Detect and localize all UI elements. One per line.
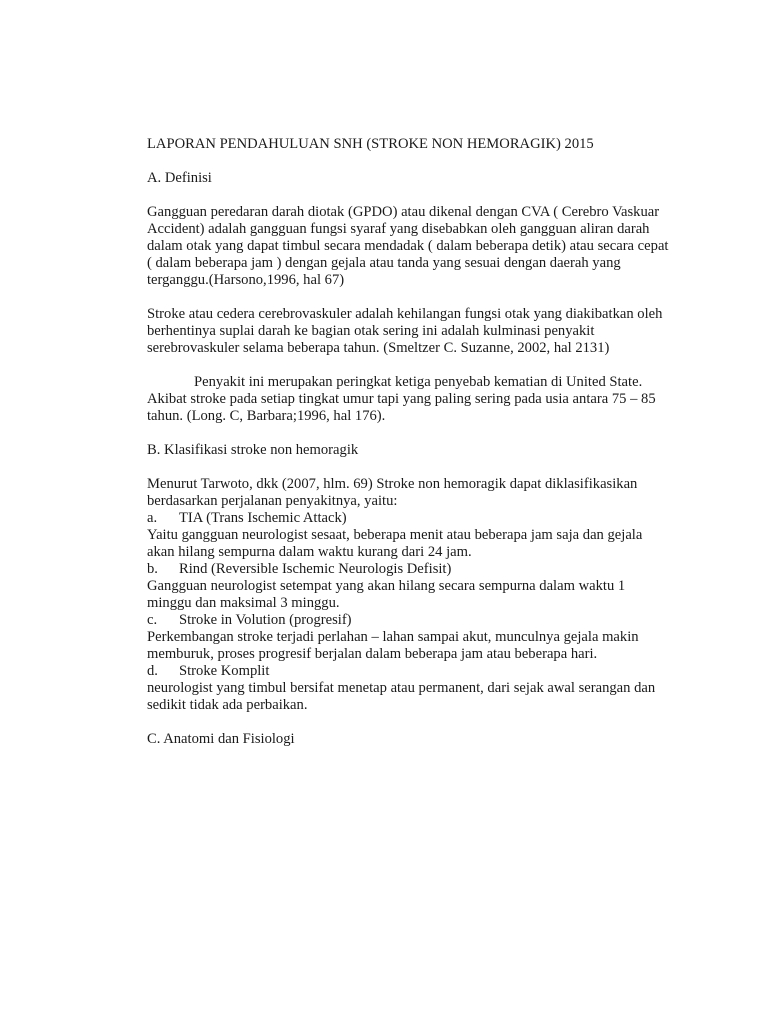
document-body: [147, 136, 672, 748]
section-b-intro: Menurut Tarwoto, dkk (2007, hlm. 69) Stroke non hemoragik dapat diklasifikasikan berdasarkan perjalanan penyakitnya, yaitu:: [147, 476, 638, 509]
list-item-description: neurologist yang timbul bersifat menetap atau permanent, dari sejak awal serangan dan sedikit tidak ada perbaikan.: [147, 680, 656, 713]
section-a-paragraph-3: Penyakit ini merupakan peringkat ketiga penyebab kematian di United State. Akibat stroke pada setiap tingkat umur tapi yang paling sering pada usia antara 75 – 85 tahun. (Long. C, Barbara;1996, hal 176).: [147, 374, 656, 424]
list-item-label: [147, 510, 672, 527]
list-item-title: Stroke Komplit: [179, 663, 270, 679]
section-b-heading: B. Klasifikasi stroke non hemoragik: [147, 442, 359, 458]
list-item-label: [147, 561, 672, 578]
list-item-label: [147, 612, 672, 629]
list-item-marker: b.: [147, 561, 158, 577]
list-item-title: Rind (Reversible Ischemic Neurologis Defisit): [179, 561, 452, 577]
list-item-marker: a.: [147, 510, 158, 526]
section-a-heading: A. Definisi: [147, 170, 212, 186]
list-item-description: Gangguan neurologist setempat yang akan hilang secara sempurna dalam waktu 1 minggu dan maksimal 3 minggu.: [147, 578, 626, 611]
list-item-description: Perkembangan stroke terjadi perlahan – lahan sampai akut, munculnya gejala makin memburuk, proses progresif berjalan dalam beberapa jam atau beberapa hari.: [147, 629, 639, 662]
list-item-label: [147, 663, 672, 680]
list-item-marker: d.: [147, 663, 158, 679]
section-c-heading: C. Anatomi dan Fisiologi: [147, 731, 295, 747]
list-item-marker: c.: [147, 612, 158, 628]
list-item-description: Yaitu gangguan neurologist sesaat, beberapa menit atau beberapa jam saja dan gejala akan hilang sempurna dalam waktu kurang dari 24 jam.: [147, 527, 643, 560]
section-a-paragraph-2: Stroke atau cedera cerebrovaskuler adalah kehilangan fungsi otak yang diakibatkan oleh berhentinya suplai darah ke bagian otak sering ini adalah kulminasi penyakit serebrovaskuler selama beberapa tahun. (Smeltzer C. Suzanne, 2002, hal 2131): [147, 306, 663, 356]
document-title: LAPORAN PENDAHULUAN SNH (STROKE NON HEMORAGIK) 2015: [147, 136, 594, 152]
list-item-title: TIA (Trans Ischemic Attack): [179, 510, 347, 526]
section-a-paragraph-1: Gangguan peredaran darah diotak (GPDO) atau dikenal dengan CVA ( Cerebro Vaskuar Accident) adalah gangguan fungsi syaraf yang disebabkan oleh gangguan aliran darah dalam otak yang dapat timbul secara mendadak ( dalam beberapa detik) atau secara cepat ( dalam beberapa jam ) dengan gejala atau tanda yang sesuai dengan daerah yang terganggu.(Harsono,1996, hal 67): [147, 204, 669, 288]
list-item-title: Stroke in Volution (progresif): [179, 612, 352, 628]
